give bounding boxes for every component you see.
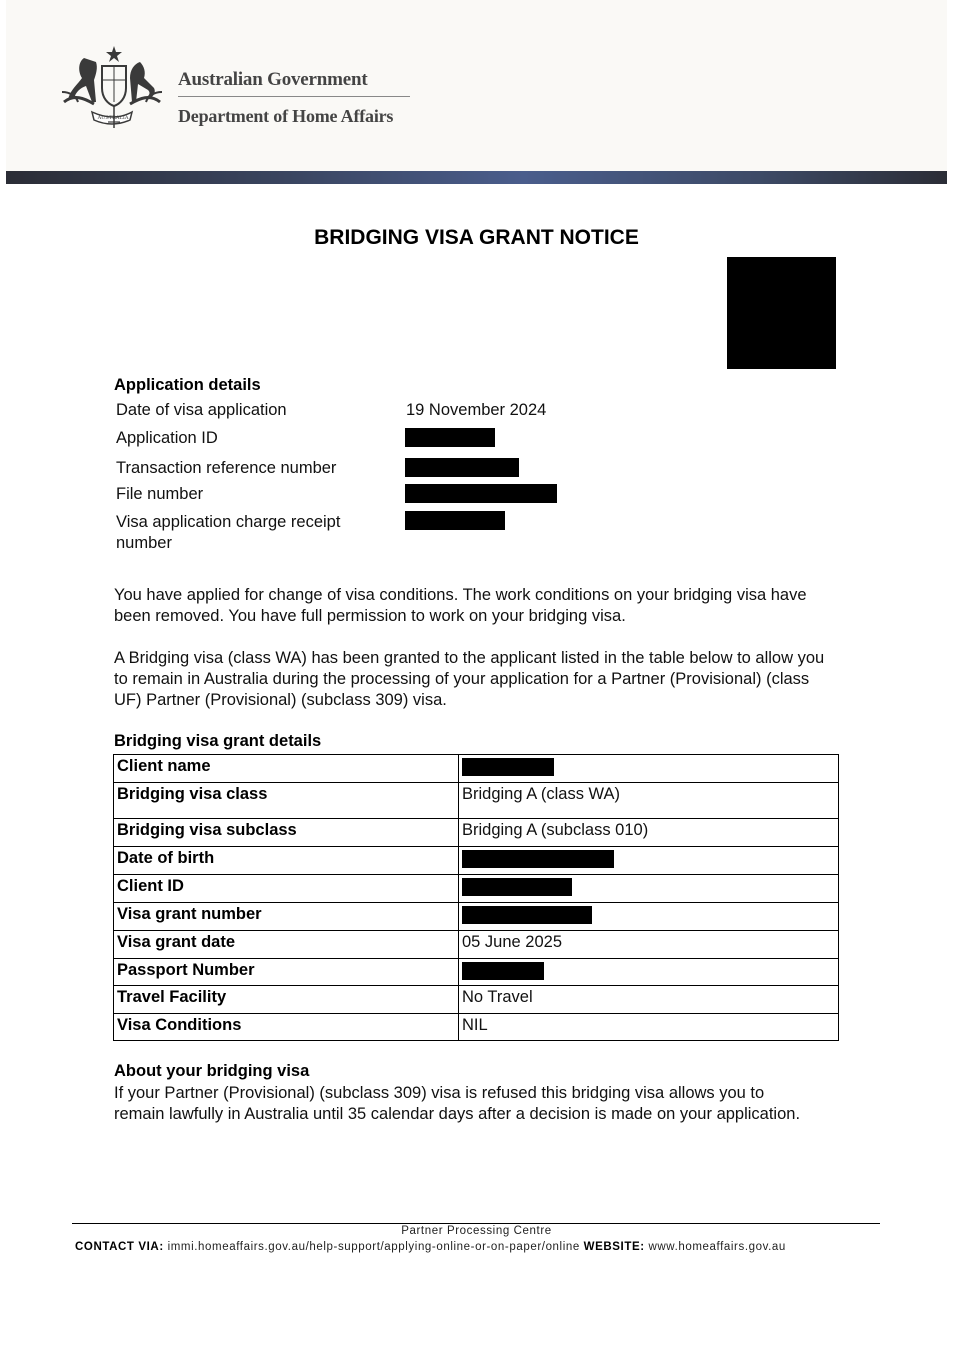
table-row <box>114 1014 839 1041</box>
cell-label-grant-number: Visa grant number <box>114 903 459 931</box>
contact-link[interactable]: immi.homeaffairs.gov.au/help-support/applying-online-or-on-paper/online <box>167 1241 580 1253</box>
redacted-client-id <box>462 878 572 896</box>
redacted-photo <box>727 257 836 369</box>
table-row <box>114 959 839 986</box>
value-date-of-application: 19 November 2024 <box>406 401 547 419</box>
page-title: BRIDGING VISA GRANT NOTICE <box>314 226 639 249</box>
table-row <box>114 875 839 903</box>
footer-divider <box>72 1223 880 1224</box>
label-charge-receipt: Visa application charge receipt number <box>116 513 341 552</box>
table-row <box>114 931 839 959</box>
table-row <box>114 783 839 819</box>
table-row <box>114 819 839 847</box>
paragraph-conditions: You have applied for change of visa conditions. The work conditions on your bridging visa have been removed. You have full permission to work on your bridging visa. <box>114 586 807 625</box>
cell-label-grant-date: Visa grant date <box>114 931 459 959</box>
cell-value-visa-conditions: NIL <box>459 1014 839 1041</box>
letterhead-divider <box>178 96 410 97</box>
website-label: WEBSITE: <box>583 1241 645 1253</box>
redacted-passport-number <box>462 962 544 980</box>
cell-label-date-of-birth: Date of birth <box>114 847 459 875</box>
cell-value-travel-facility: No Travel <box>459 986 839 1014</box>
department-name: Department of Home Affairs <box>178 106 394 126</box>
crest-scroll-text: AUSTRALIA <box>97 115 129 121</box>
cell-label-travel-facility: Travel Facility <box>114 986 459 1014</box>
redacted-charge-receipt <box>405 511 505 530</box>
cell-label-passport-number: Passport Number <box>114 959 459 986</box>
about-text: If your Partner (Provisional) (subclass 309) visa is refused this bridging visa allows you to remain lawfully in Australia until 35 calendar days after a decision is made on your application. <box>114 1084 801 1123</box>
label-transaction-reference: Transaction reference number <box>116 459 337 477</box>
cell-value-grant-number <box>459 903 839 931</box>
contact-label: CONTACT VIA: <box>75 1241 164 1253</box>
application-details-heading: Application details <box>114 376 261 394</box>
redacted-transaction-reference <box>405 458 519 477</box>
header-band <box>6 171 947 184</box>
redacted-client-name <box>462 758 554 776</box>
label-date-of-application: Date of visa application <box>116 401 287 419</box>
cell-value-date-of-birth <box>459 847 839 875</box>
cell-value-grant-date: 05 June 2025 <box>459 931 839 959</box>
table-row <box>114 755 839 783</box>
table-row <box>114 847 839 875</box>
redacted-grant-number <box>462 906 592 924</box>
table-row <box>114 986 839 1014</box>
label-application-id: Application ID <box>116 429 218 447</box>
footer-contact-line <box>75 1241 786 1253</box>
footer-centre-name: Partner Processing Centre <box>401 1225 552 1237</box>
cell-value-client-id <box>459 875 839 903</box>
table-row <box>114 903 839 931</box>
cell-value-visa-class: Bridging A (class WA) <box>459 783 839 819</box>
redacted-application-id <box>405 428 495 447</box>
about-heading: About your bridging visa <box>114 1062 310 1080</box>
label-file-number: File number <box>116 485 204 503</box>
cell-value-client-name <box>459 755 839 783</box>
grant-details-heading: Bridging visa grant details <box>114 732 322 750</box>
cell-value-passport-number <box>459 959 839 986</box>
cell-label-visa-conditions: Visa Conditions <box>114 1014 459 1041</box>
cell-label-client-id: Client ID <box>114 875 459 903</box>
website-link[interactable]: www.homeaffairs.gov.au <box>648 1241 786 1253</box>
coat-of-arms-icon <box>56 44 168 128</box>
cell-label-visa-subclass: Bridging visa subclass <box>114 819 459 847</box>
cell-label-client-name: Client name <box>114 755 459 783</box>
redacted-file-number <box>405 484 557 503</box>
paragraph-grant: A Bridging visa (class WA) has been granted to the applicant listed in the table below to allow you to remain in Australia during the processing of your application for a Partner (Provisional) (class UF) Partner (Provisional) (subclass 309) visa. <box>114 649 825 709</box>
government-name: Australian Government <box>178 69 368 90</box>
grant-details-table <box>113 754 839 1041</box>
cell-label-visa-class: Bridging visa class <box>114 783 459 819</box>
cell-value-visa-subclass: Bridging A (subclass 010) <box>459 819 839 847</box>
redacted-date-of-birth <box>462 850 614 868</box>
